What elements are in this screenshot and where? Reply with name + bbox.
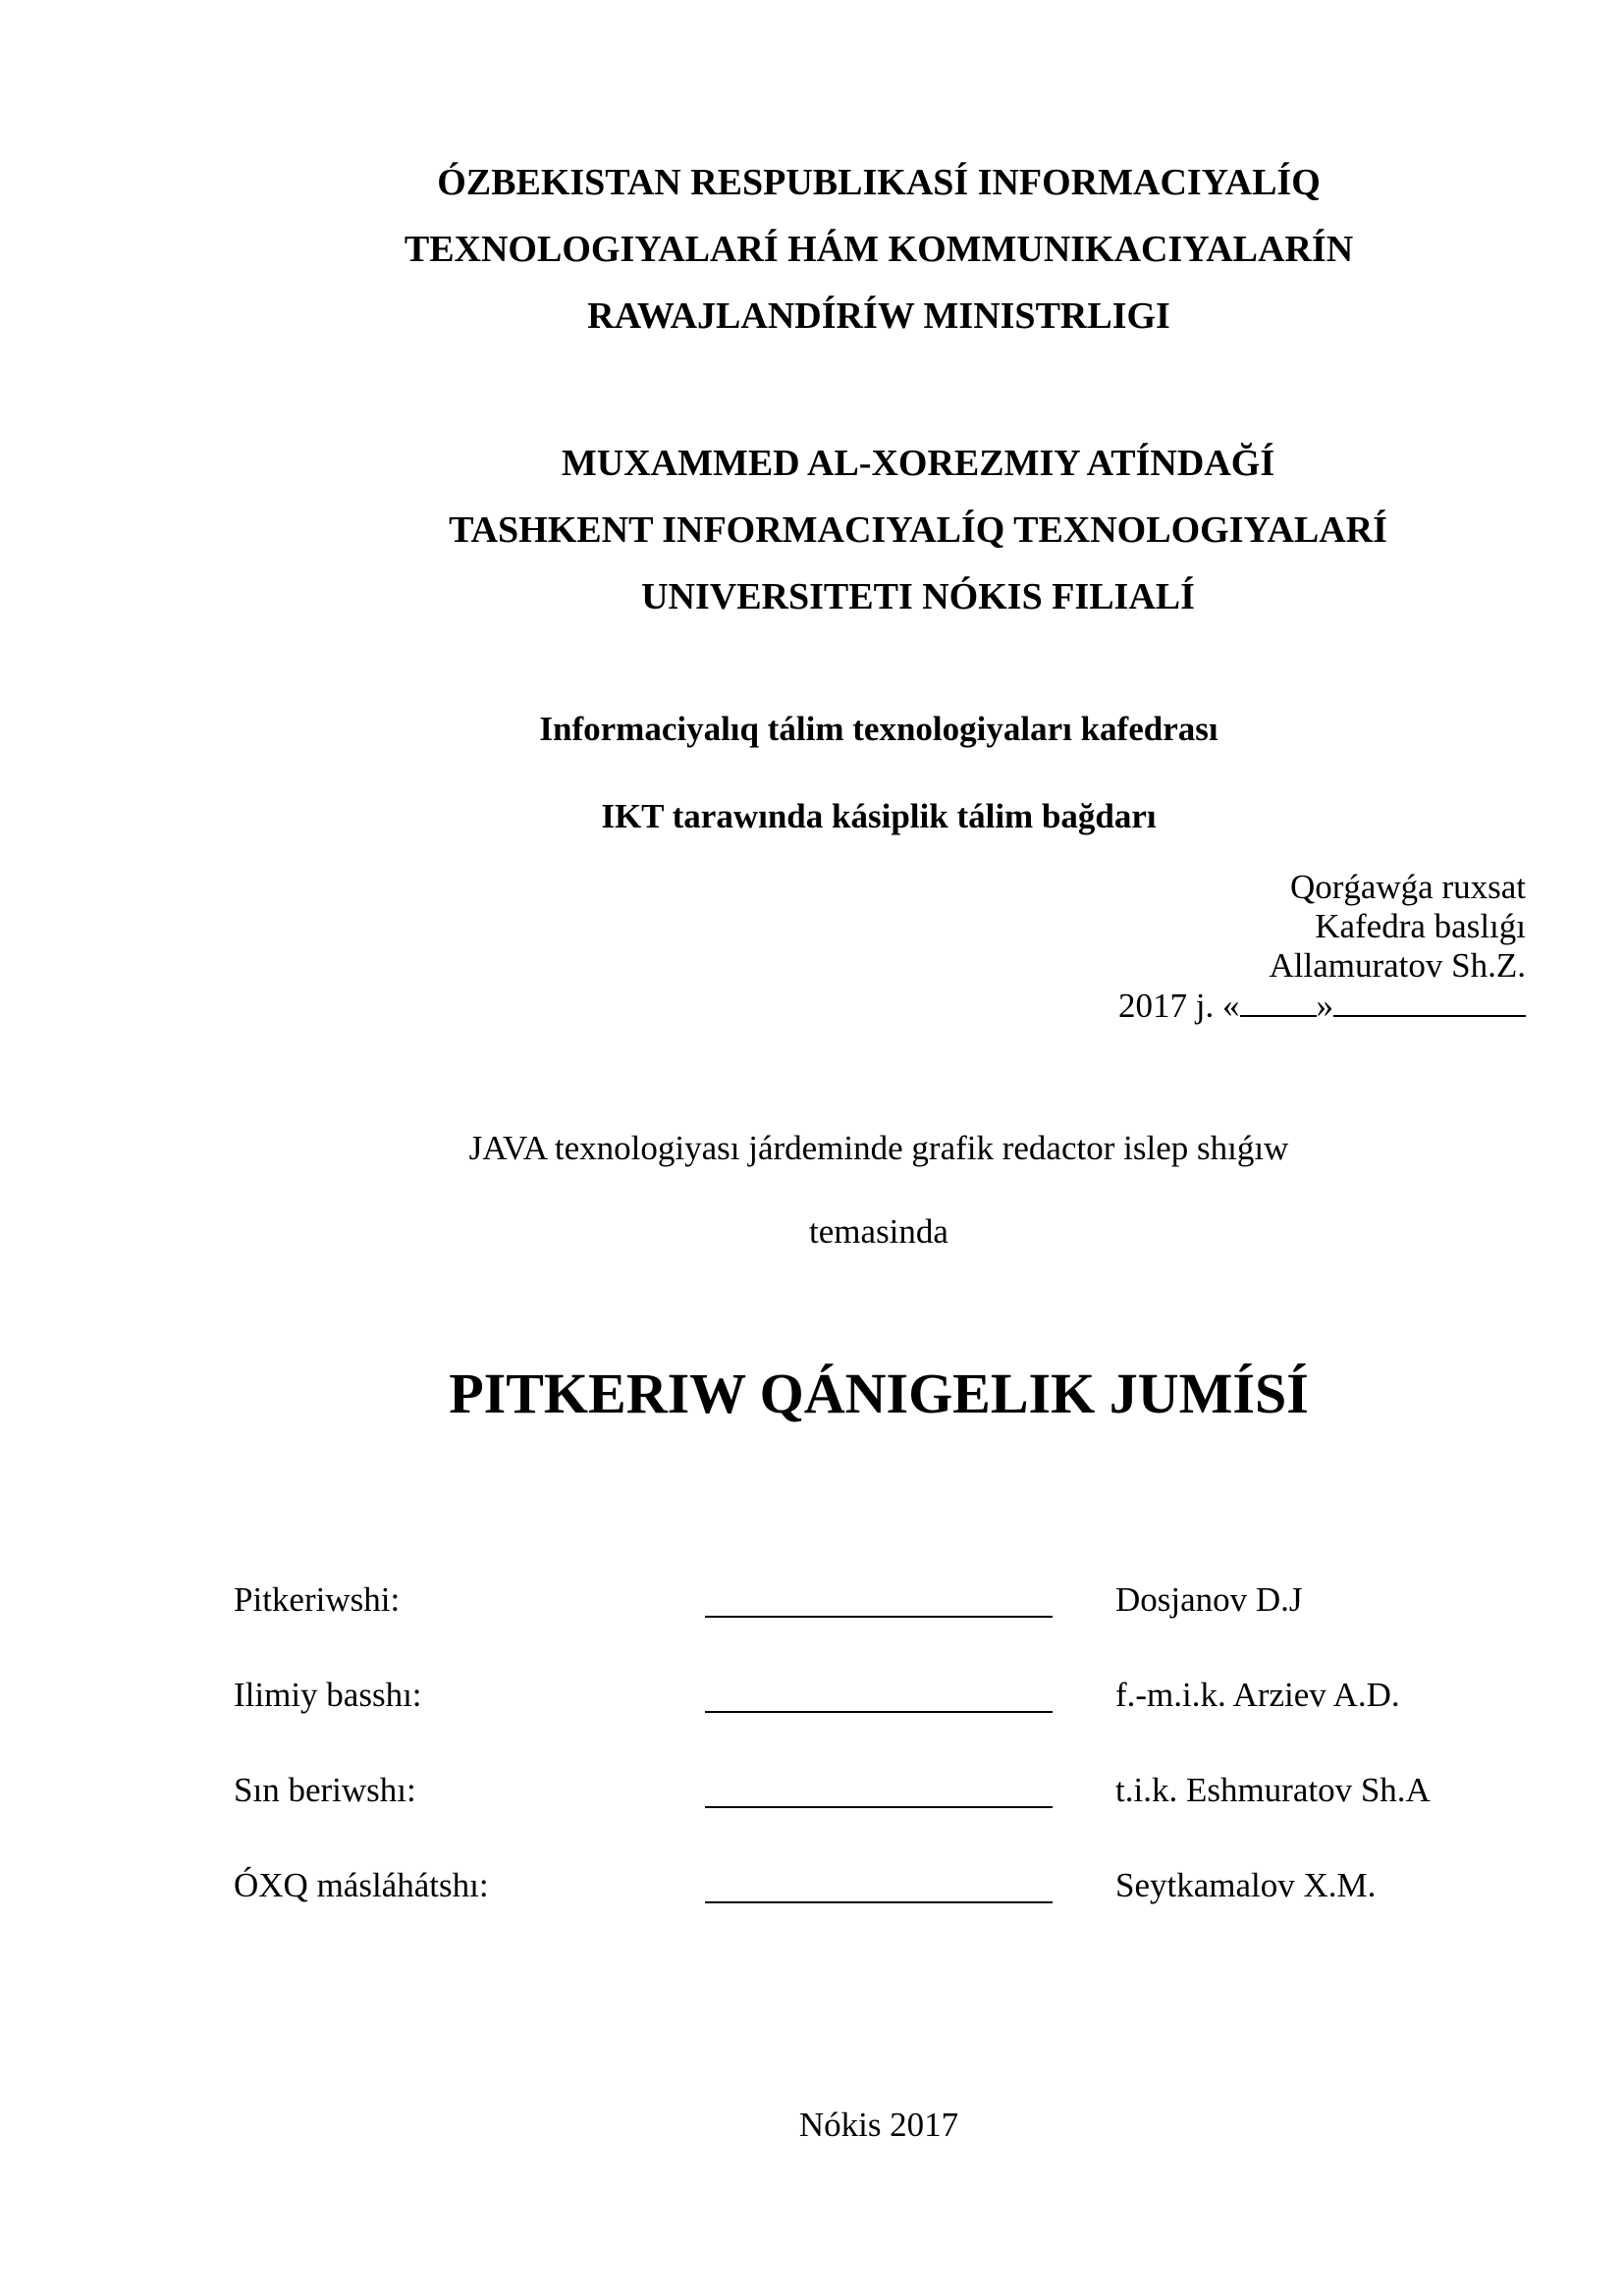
thesis-topic xyxy=(0,1128,1624,1169)
thesis-topic-suffix xyxy=(0,1211,1624,1253)
signature-role: ÓXQ másláhátshı: xyxy=(234,1866,489,1904)
day-blank-line xyxy=(1240,986,1317,1017)
signature-name: f.-m.i.k. Arziev A.D. xyxy=(1115,1676,1400,1714)
study-direction xyxy=(0,794,1624,838)
signature-row xyxy=(234,1676,1530,1771)
signature-role: Sın beriwshı: xyxy=(234,1771,416,1809)
signatures-table xyxy=(234,1580,1530,1961)
ministry-heading xyxy=(0,149,1624,349)
university-line-2: TASHKENT INFORMACIYALÍQ TEXNOLOGIYALARÍ xyxy=(449,509,1387,551)
university-heading xyxy=(0,430,1624,630)
signature-name: Dosjanov D.J xyxy=(1115,1580,1303,1619)
approval-date xyxy=(1118,986,1526,1026)
signature-row xyxy=(234,1771,1530,1866)
department-text: Informaciyalıq tálim texnologiyaları kafedrası xyxy=(539,710,1218,748)
approval-date-prefix: 2017 j. « xyxy=(1118,987,1240,1025)
place-and-year xyxy=(0,2105,1624,2146)
signature-blank-line xyxy=(705,1806,1053,1808)
ministry-line-1: ÓZBEKISTAN RESPUBLIKASÍ INFORMACIYALÍQ xyxy=(437,162,1321,203)
document-type-text: PITKERIW QÁNIGELIK JUMÍSÍ xyxy=(449,1362,1309,1425)
place-and-year-text: Nókis 2017 xyxy=(798,2106,959,2144)
signature-row xyxy=(234,1580,1530,1676)
ministry-line-3: RAWAJLANDÍRÍW MINISTRLIGI xyxy=(587,295,1170,337)
signature-blank-line xyxy=(705,1711,1053,1713)
signature-name: t.i.k. Eshmuratov Sh.A xyxy=(1115,1771,1431,1809)
department-name xyxy=(0,707,1624,751)
document-type-title xyxy=(0,1360,1624,1428)
ministry-line-2: TEXNOLOGIYALARÍ HÁM KOMMUNIKACIYALARÍN xyxy=(404,229,1354,270)
month-blank-line xyxy=(1333,986,1526,1017)
signature-row xyxy=(234,1866,1530,1961)
signature-name: Seytkamalov X.M. xyxy=(1115,1866,1377,1904)
signature-role: Pitkeriwshi: xyxy=(234,1580,401,1619)
approval-line-2: Kafedra baslıǵı xyxy=(1315,907,1526,945)
signature-blank-line xyxy=(705,1616,1053,1618)
thesis-topic-text: JAVA texnologiyası járdeminde grafik redactor islep shıǵıw xyxy=(468,1129,1289,1167)
signature-blank-line xyxy=(705,1901,1053,1903)
approval-line-1: Qorǵawǵa ruxsat xyxy=(1289,868,1526,906)
approval-line-3: Allamuratov Sh.Z. xyxy=(1269,946,1526,985)
thesis-topic-suffix-text: temasinda xyxy=(809,1212,948,1251)
university-line-1: MUXAMMED AL-XOREZMIY ATÍNDAĞÍ xyxy=(561,443,1275,484)
signature-role: Ilimiy basshı: xyxy=(234,1676,422,1714)
approval-date-mid: » xyxy=(1316,987,1333,1025)
approval-block xyxy=(1118,868,1526,1026)
study-direction-text: IKT tarawında kásiplik tálim bağdarı xyxy=(601,797,1157,835)
university-line-3: UNIVERSITETI NÓKIS FILIALÍ xyxy=(641,576,1195,617)
